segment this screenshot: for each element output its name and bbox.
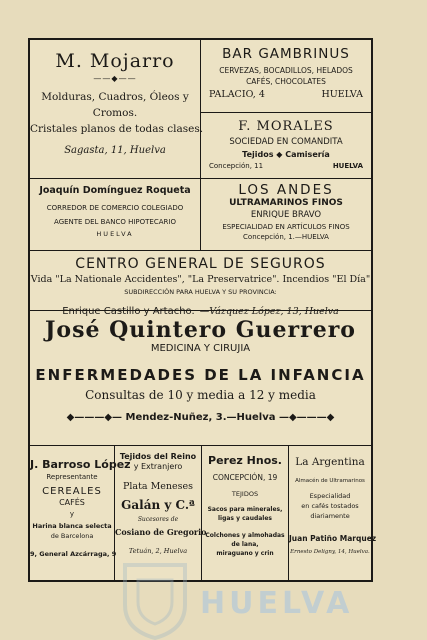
ad-roqueta bbox=[30, 179, 200, 250]
seguros-agent: Enrique Castillo y Artacho. bbox=[62, 306, 195, 317]
mojarro-line1: Molduras, Cuadros, Óleos y bbox=[41, 91, 189, 103]
quintero-line1: MEDICINA Y CIRUJIA bbox=[150, 343, 251, 354]
ad-barroso-lopez bbox=[30, 446, 131, 580]
roqueta-line1: CORREDOR DE COMERCIO COLEGIADO bbox=[46, 204, 184, 212]
perez-line5: Colchones y almohadas bbox=[205, 532, 285, 539]
quintero-address: Mendez-Nuñez, 3.—Huelva bbox=[125, 412, 276, 423]
perez-line1: CONCEPCIÓN, 19 bbox=[212, 473, 278, 482]
watermark-text: HUELVA bbox=[200, 586, 354, 621]
argentina-name: La Argentina bbox=[295, 456, 365, 468]
perez-line6: de lana, bbox=[231, 541, 259, 548]
barroso-name: J. Barroso López bbox=[30, 458, 131, 471]
mojarro-address: Sagasta, 11, Huelva bbox=[64, 145, 166, 156]
reino-line1: Tejidos del Reino bbox=[119, 452, 197, 461]
divider-ornament: ◆———◆— bbox=[66, 412, 123, 423]
shield-watermark-icon bbox=[120, 560, 190, 640]
andes-line2: ENRIQUE BRAVO bbox=[250, 210, 322, 220]
andes-line1: ULTRAMARINOS FINOS bbox=[229, 198, 343, 208]
reino-name: Galán y C.ª bbox=[121, 498, 195, 512]
ad-la-argentina bbox=[289, 446, 377, 580]
gambrinus-address: PALACIO, 4 bbox=[209, 89, 265, 100]
quintero-address-row bbox=[30, 412, 371, 423]
mojarro-line2: Cromos. bbox=[92, 107, 138, 119]
mojarro-name: M. Mojarro bbox=[55, 50, 175, 72]
reino-line4: Sucesores de bbox=[137, 516, 179, 523]
reino-line2: y Extranjero bbox=[133, 462, 183, 471]
ornament-icon: ◆ bbox=[276, 150, 286, 159]
barroso-address: 9, General Azcárraga, 9 bbox=[30, 550, 117, 558]
ad-perez-hnos bbox=[202, 446, 288, 580]
divider-ornament: ——◆—— bbox=[93, 74, 137, 83]
barroso-line3: CAFÉS bbox=[59, 498, 85, 507]
barroso-line4: y bbox=[69, 510, 75, 518]
andes-line3: ESPECIALIDAD EN ARTÍCULOS FINOS bbox=[222, 223, 350, 231]
perez-line3: Sacos para minerales, bbox=[207, 506, 283, 513]
advertisement-page bbox=[28, 38, 377, 582]
morales-city: HUELVA bbox=[332, 162, 363, 170]
argentina-line3: en cafés tostados bbox=[301, 502, 359, 510]
ad-morales bbox=[201, 113, 371, 178]
perez-line2: TEJIDOS bbox=[231, 490, 259, 498]
roqueta-city: HUELVA bbox=[96, 230, 134, 238]
argentina-address: Ernesto Deligny, 14, Huelva. bbox=[290, 549, 370, 555]
quintero-line3: Consultas de 10 y media a 12 y media bbox=[85, 388, 316, 402]
andes-name: LOS ANDES bbox=[238, 182, 334, 198]
argentina-line1: Almacén de Ultramarinos bbox=[295, 478, 365, 484]
perez-line7: miraguano y crin bbox=[216, 550, 274, 557]
ad-quintero bbox=[30, 311, 371, 445]
seguros-line1: Vida "La Nationale Accidentes", "La Preservatrice". Incendios "El Día" bbox=[30, 274, 371, 285]
seguros-address: —Vázquez López, 13, Huelva bbox=[199, 306, 339, 317]
argentina-line2: Especialidad bbox=[309, 492, 351, 500]
ad-centro-general-seguros bbox=[30, 251, 371, 317]
morales-line1: SOCIEDAD EN COMANDITA bbox=[229, 137, 343, 147]
ad-gambrinus bbox=[201, 40, 371, 112]
argentina-name2: Juan Patiño Marquez bbox=[289, 534, 377, 543]
reino-name2: Cosiano de Gregorio bbox=[115, 527, 207, 537]
reino-line3: Plata Meneses bbox=[122, 481, 194, 492]
andes-address: Concepción, 1.—HUELVA bbox=[243, 233, 329, 241]
mojarro-line3: Cristales planos de todas clases. bbox=[30, 123, 204, 135]
barroso-line2: CEREALES bbox=[42, 486, 102, 497]
seguros-line2: SUBDIRECCIÓN PARA HUELVA Y SU PROVINCIA: bbox=[124, 288, 277, 296]
gambrinus-line2: CAFÉS, CHOCOLATES bbox=[246, 77, 326, 86]
gambrinus-name: BAR GAMBRINUS bbox=[222, 46, 350, 62]
gambrinus-address-row bbox=[201, 86, 371, 100]
quintero-line2: ENFERMEDADES DE LA INFANCIA bbox=[35, 366, 366, 384]
morales-camiseria: Camisería bbox=[285, 150, 330, 159]
argentina-line4: diariamente bbox=[310, 512, 350, 520]
roqueta-name: Joaquín Domínguez Roqueta bbox=[39, 185, 191, 196]
ad-los-andes bbox=[201, 179, 371, 250]
barroso-line1: Representante bbox=[46, 473, 98, 481]
morales-line2-row bbox=[201, 150, 371, 159]
ad-mojarro bbox=[30, 40, 204, 178]
gambrinus-line1: CERVEZAS, BOCADILLOS, HELADOS bbox=[219, 66, 353, 75]
reino-address: Tetuán, 2, Huelva bbox=[128, 547, 188, 555]
morales-address-row bbox=[201, 159, 371, 170]
barroso-line6: de Barcelona bbox=[50, 532, 94, 540]
seguros-name: CENTRO GENERAL DE SEGUROS bbox=[75, 256, 326, 272]
morales-address: Concepción, 11 bbox=[209, 162, 264, 170]
gambrinus-city: HUELVA bbox=[321, 89, 363, 100]
divider-ornament: —◆———◆ bbox=[278, 412, 335, 423]
morales-name: F. MORALES bbox=[238, 119, 334, 134]
morales-tejidos: Tejidos bbox=[242, 150, 274, 159]
roqueta-line2: AGENTE DEL BANCO HIPOTECARIO bbox=[54, 218, 176, 226]
barroso-line5: Harina blanca selecta bbox=[32, 522, 112, 530]
perez-line4: ligas y caudales bbox=[217, 515, 273, 522]
perez-name: Perez Hnos. bbox=[208, 454, 282, 467]
quintero-name: José Quintero Guerrero bbox=[45, 317, 356, 343]
